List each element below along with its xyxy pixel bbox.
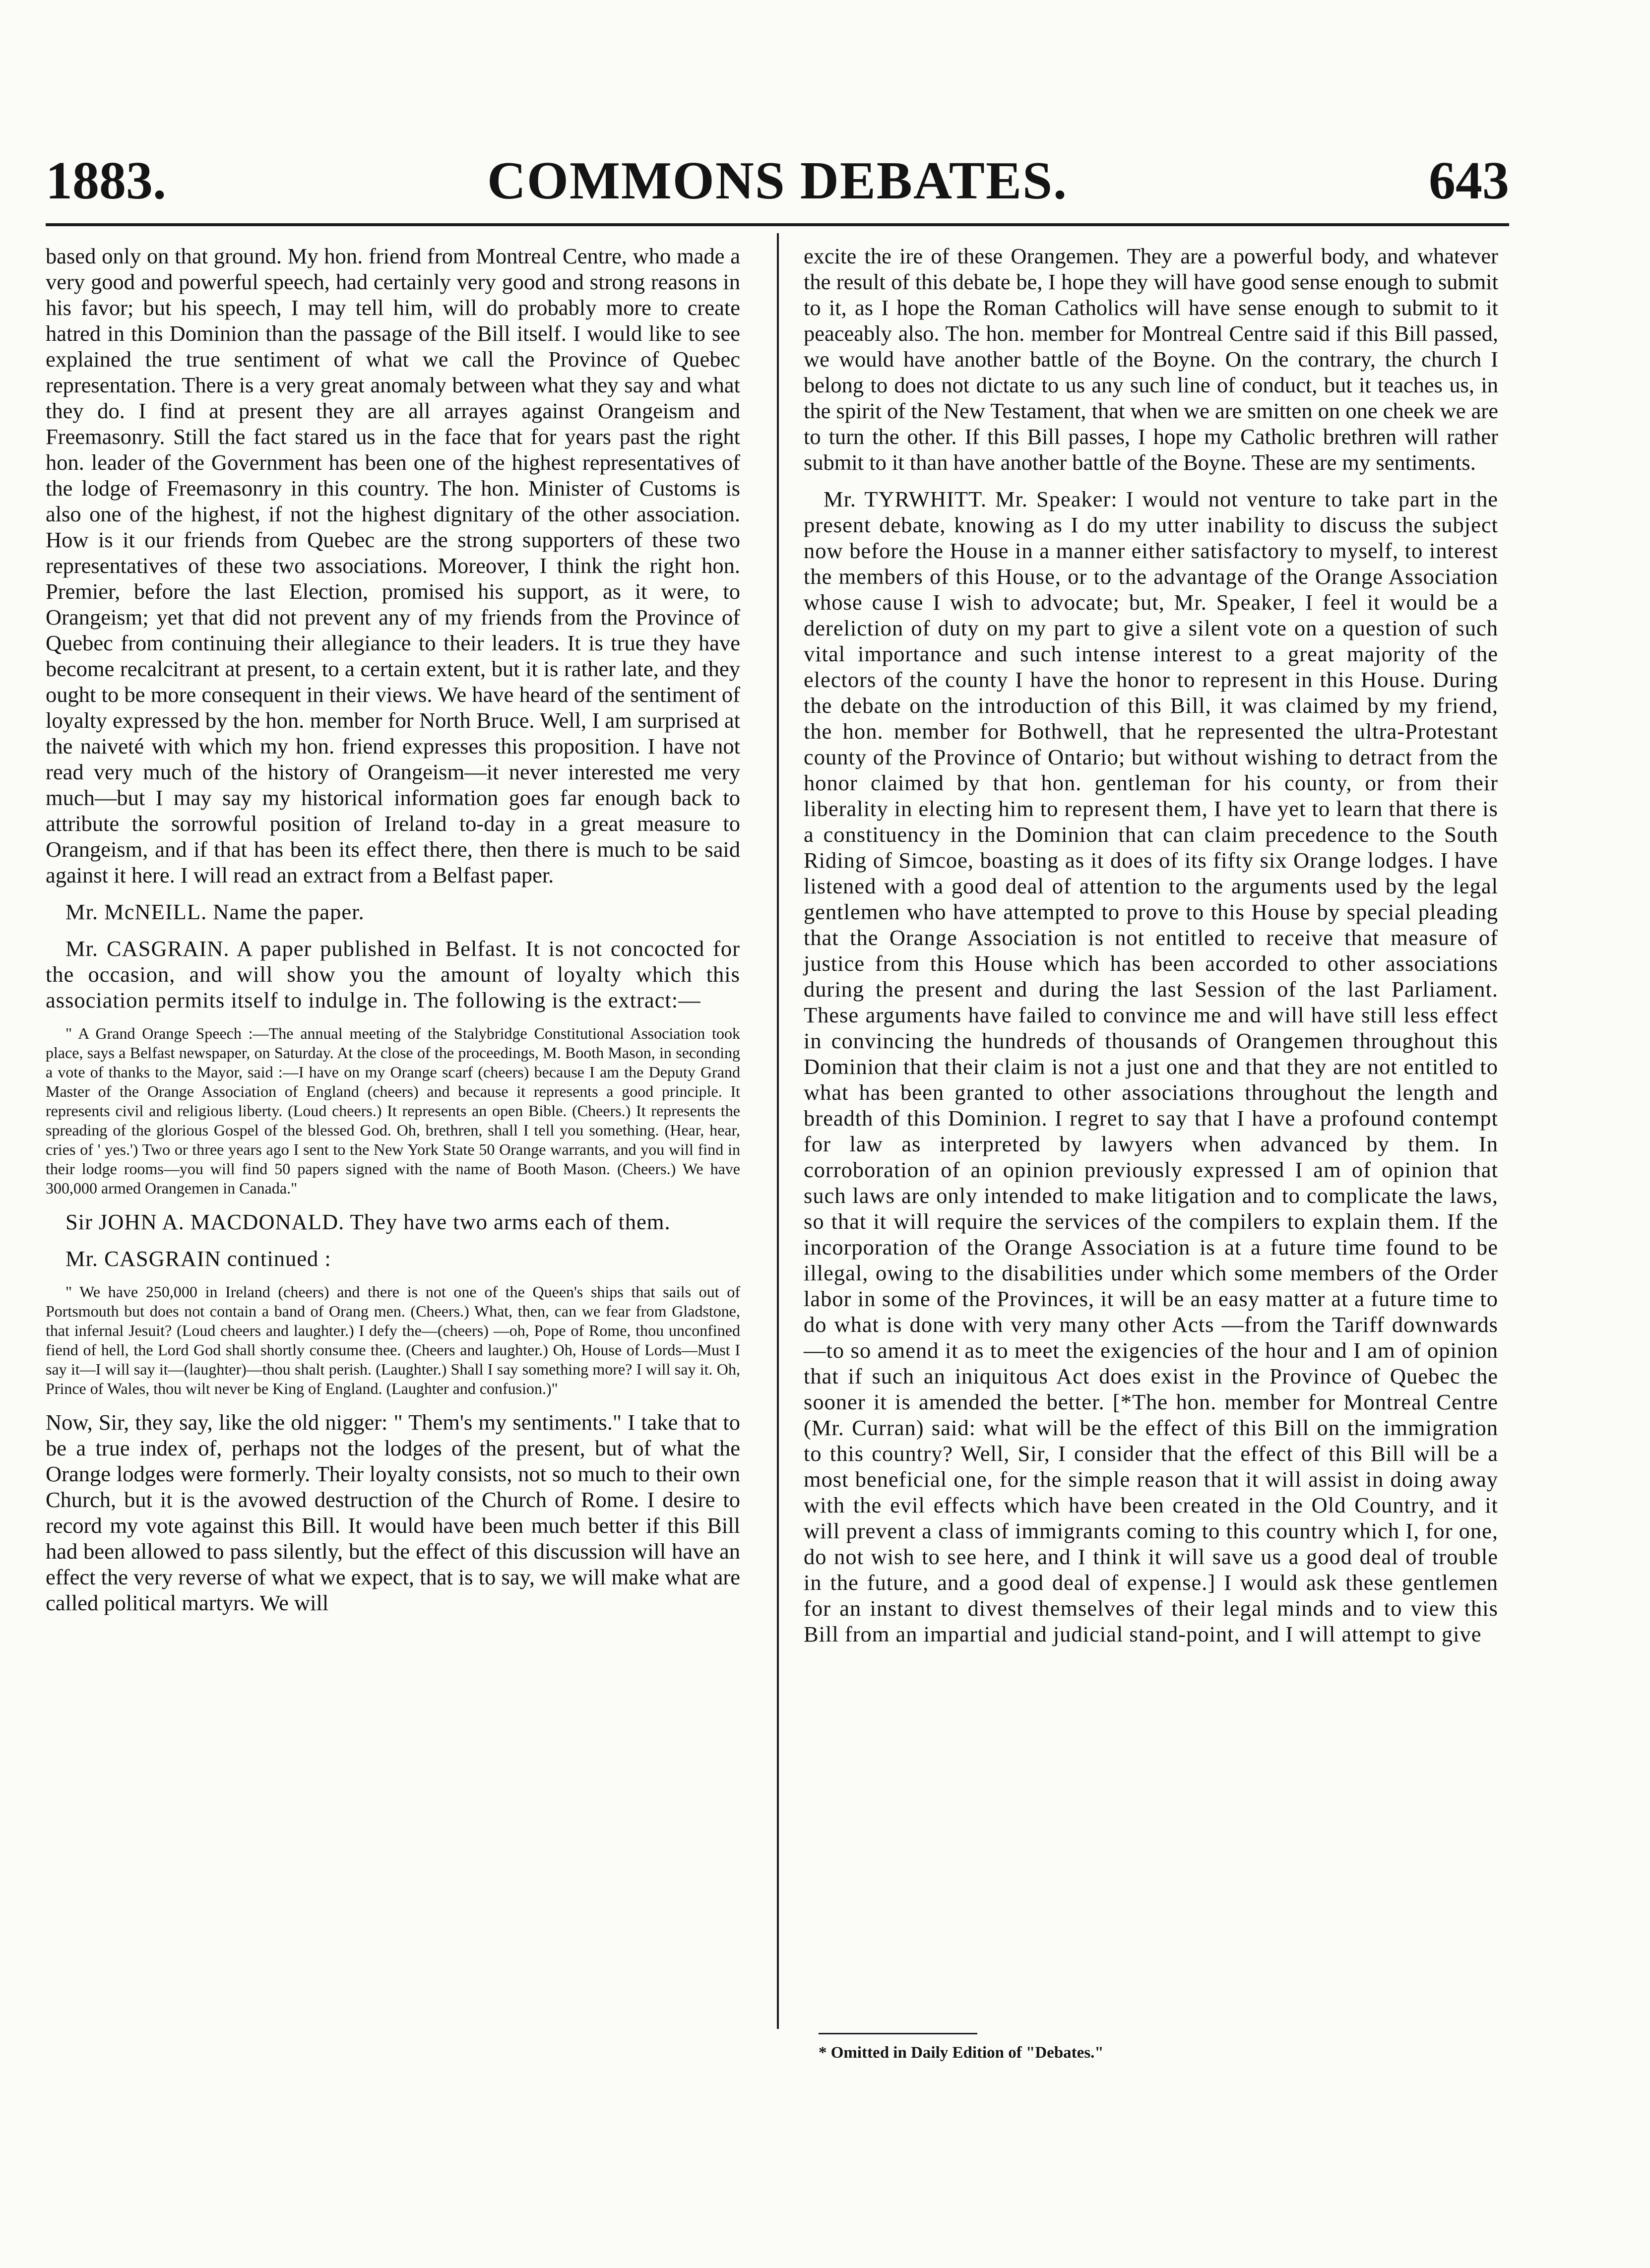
- right-column: [804, 243, 1498, 1658]
- paragraph: Now, Sir, they say, like the old nigger: " Them's my sentiments." I take that to be a true index of, perhaps not the lodges of the present, but of what the Orange lodges were formerly. Their loyalty consists, not so much to their own Church, but it is the avowed destruction of the Church of Rome. I desire to record my vote against this Bill. It would have been much better if this Bill had been allowed to pass silently, but the effect of this discussion will have an effect the very reverse of what we expect, that is to say, we will make what are called political martyrs. We will: [46, 1410, 740, 1615]
- header-year: 1883.: [46, 151, 166, 210]
- header-title: COMMONS DEBATES.: [487, 151, 1068, 210]
- paragraph: Mr. CASGRAIN. A paper published in Belfast. It is not concocted for the occasion, and will show you the amount of loyalty which this association permits itself to indulge in. The following is the extract:—: [46, 936, 740, 1012]
- footnote-rule: [819, 2033, 977, 2034]
- paragraph: Mr. CASGRAIN continued :: [65, 1246, 331, 1271]
- column-divider: [777, 233, 779, 2029]
- quote-block: " A Grand Orange Speech :—The annual meeting of the Stalybridge Constitutional Association took place, says a Belfast newspaper, on Saturday. At the close of the proceedings, M. Booth Mason, in seconding a vote of thanks to the Mayor, said :—I have on my Orange scarf (cheers) because I am the Deputy Grand Master of the Orange Association of England (cheers) and because it represents a good principle. It represents civil and religious liberty. (Loud cheers.) It represents an open Bible. (Cheers.) It represents the spreading of the glorious Gospel of the blessed God. Oh, brethren, shall I tell you something. (Hear, hear, cries of ' yes.') Two or three years ago I sent to the New York State 50 Orange warrants, and you will find in their lodge rooms—you will find 50 papers signed with the name of Booth Mason. (Cheers.) We have 300,000 armed Orangemen in Canada.": [46, 1024, 740, 1197]
- quote-block: " We have 250,000 in Ireland (cheers) and there is not one of the Queen's ships that sails out of Portsmouth but does not contain a band of Orang men. (Cheers.) What, then, can we fear from Gladstone, that infernal Jesuit? (Loud cheers and laughter.) I defy the—(cheers) —oh, Pope of Rome, thou unconfined fiend of hell, the Lord God shall shortly consume thee. (Cheers and laughter.) Oh, House of Lords—Must I say it—I will say it—(laughter)—thou shalt perish. (Laughter.) Shall I say something more? I will say it. Oh, Prince of Wales, thou wilt never be King of England. (Laughter and confusion.)": [46, 1283, 740, 1397]
- paragraph: Mr. McNEILL. Name the paper.: [65, 899, 365, 924]
- paragraph: based only on that ground. My hon. friend from Montreal Centre, who made a very good and powerful speech, had certainly very good and strong reasons in his favor; but his speech, I may tell him, will do probably more to create hatred in this Dominion than the passage of the Bill itself. I would like to see explained the true sentiment of what we call the Province of Quebec representation. There is a very great anomaly between what they say and what they do. I find at present they are all arrayes against Orangeism and Freemasonry. Still the fact stared us in the face that for years past the right hon. leader of the Government has been one of the highest representatives of the lodge of Freemasonry in this country. The hon. Minister of Customs is also one of the highest, if not the highest dignitary of the other association. How is it our friends from Quebec are the strong supporters of these two representatives of these two associations. Moreover, I think the right hon. Premier, before the last Election, promised his support, as it were, to Orangeism; yet that did not prevent any of my friends from the Province of Quebec from continuing their allegiance to their leaders. It is true they have become recalcitrant at present, to a certain extent, but it is rather late, and they ought to be more consequent in their views. We have heard of the sentiment of loyalty expressed by the hon. member for North Bruce. Well, I am surprised at the naiveté with which my hon. friend expresses this proposition. I have not read very much of the history of Orangeism—it never interested me very much—but I may say my historical information goes far enough back to attribute the sorrowful position of Ireland to-day in a great measure to Orangeism, and if that has been its effect there, then there is much to be said against it here. I will read an extract from a Belfast paper.: [46, 244, 740, 887]
- left-column: [46, 243, 740, 1627]
- header-rule: [46, 223, 1509, 226]
- footnote: * Omitted in Daily Edition of "Debates.": [819, 2044, 1104, 2062]
- paragraph: Sir JOHN A. MACDONALD. They have two arms each of them.: [65, 1209, 671, 1234]
- paragraph: Mr. TYRWHITT. Mr. Speaker: I would not venture to take part in the present debate, knowing as I do my utter inability to discuss the subject now before the House in a manner either satisfactory to myself, to interest the members of this House, or to the advantage of the Orange Association whose cause I wish to advocate; but, Mr. Speaker, I feel it would be a dereliction of duty on my part to give a silent vote on a question of such vital importance and such intense interest to a great majority of the electors of the county I have the honor to represent in this House. During the debate on the introduction of this Bill, it was claimed by my friend, the hon. member for Bothwell, that he represented the ultra-Protestant county of the Province of Ontario; but without wishing to detract from the honor claimed by that hon. gentleman for his county, or from their liberality in electing him to represent them, I have yet to learn that there is a constituency in the Dominion that can claim precedence to the South Riding of Simcoe, boasting as it does of its fifty six Orange lodges. I have listened with a good deal of attention to the arguments used by the legal gentlemen who have attempted to prove to this House by special pleading that the Orange Association is not entitled to receive that measure of justice from this House which has been accorded to other associations during the present and during the last Session of the last Parliament. These arguments have failed to convince me and will have still less effect in convincing the hundreds of thousands of Orangemen throughout this Dominion that their claim is not a just one and that they are not entitled to what has been granted to other associations throughout the length and breadth of this Dominion. I regret to say that I have a profound contempt for law as interpreted by lawyers when advanced by them. In corroboration of an opinion previously expressed I am of opinion that such laws are only intended to make litigation and to complicate the laws, so that it will require the services of the compilers to explain them. If the incorporation of the Orange Association is at a future time found to be illegal, owing to the disabilities under which some members of the Order labor in some of the Provinces, it will be an easy matter at a future time to do what is done with very many other Acts —from the Tariff downwards—to so amend it as to meet the exigencies of the hour and I am of opinion that if such an iniquitous Act does exist in the Province of Quebec the sooner it is amended the better. [*The hon. member for Montreal Centre (Mr. Curran) said: what will be the effect of this Bill on the immigration to this country? Well, Sir, I consider that the effect of this Bill will be a most beneficial one, for the simple reason that it will assist in doing away with the evil effects which have been created in the Old Country, and it will prevent a class of immigrants coming to this country which I, for one, do not wish to see here, and I think it will save us a good deal of trouble in the future, and a good deal of expense.] I would ask these gentlemen for an instant to divest themselves of their legal minds and to view this Bill from an impartial and judicial stand-point, and I will attempt to give: [804, 487, 1498, 1646]
- paragraph: excite the ire of these Orangemen. They are a powerful body, and whatever the result of this debate be, I hope they will have good sense enough to submit to it, as I hope the Roman Catholics will have sense enough to submit to it peaceably also. The hon. member for Montreal Centre said if this Bill passed, we would have another battle of the Boyne. On the contrary, the church I belong to does not dictate to us any such line of conduct, but it teaches us, in the spirit of the New Testament, that when we are smitten on one cheek we are to turn the other. If this Bill passes, I hope my Catholic brethren will rather submit to it than have another battle of the Boyne. These are my sentiments.: [804, 244, 1498, 475]
- header-page-number: 643: [1429, 151, 1509, 210]
- page-header: [46, 149, 1509, 223]
